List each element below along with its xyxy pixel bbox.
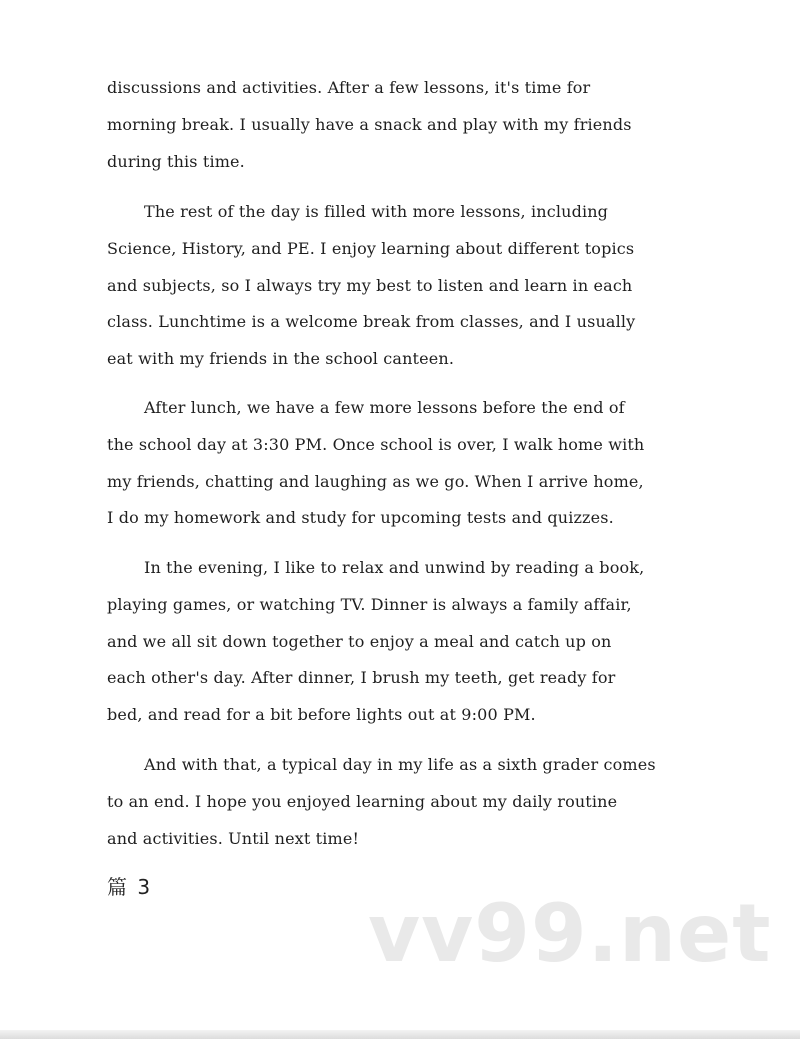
- text-line: playing games, or watching TV. Dinner is always a family affair,: [107, 594, 632, 614]
- paragraph-2: [107, 194, 747, 378]
- text-line: The rest of the day is filled with more lessons, including: [144, 202, 609, 221]
- text-line: to an end. I hope you enjoyed learning about my daily routine: [107, 791, 618, 811]
- watermark: vv99.net: [368, 887, 772, 980]
- text-line: and we all sit down together to enjoy a meal and catch up on: [107, 631, 612, 651]
- text-line: and subjects, so I always try my best to listen and learn in each: [107, 275, 633, 295]
- text-line: class. Lunchtime is a welcome break from classes, and I usually: [107, 312, 636, 332]
- text-line: during this time.: [107, 151, 245, 171]
- page-bottom-edge: [0, 1030, 800, 1039]
- text-line: I do my homework and study for upcoming tests and quizzes.: [107, 508, 614, 528]
- text-line: morning break. I usually have a snack and play with my friends: [107, 114, 632, 134]
- paragraph-5: [107, 747, 747, 857]
- text-line: and activities. Until next time!: [107, 828, 360, 848]
- text-line: discussions and activities. After a few lessons, it's time for: [107, 78, 591, 97]
- text-line: After lunch, we have a few more lessons before the end of: [144, 398, 625, 417]
- text-line: my friends, chatting and laughing as we go. When I arrive home,: [107, 471, 644, 491]
- text-line: the school day at 3:30 PM. Once school is over, I walk home with: [107, 434, 645, 454]
- text-line: In the evening, I like to relax and unwind by reading a book,: [144, 558, 645, 577]
- paragraph-1: [107, 70, 747, 180]
- paragraph-3: [107, 390, 747, 537]
- text-line: bed, and read for a bit before lights out at 9:00 PM.: [107, 705, 536, 725]
- text-line: Science, History, and PE. I enjoy learning about different topics: [107, 238, 635, 258]
- text-line: eat with my friends in the school canteen.: [107, 349, 455, 369]
- section-heading: 篇 3: [107, 875, 153, 899]
- paragraph-4: [107, 550, 747, 734]
- text-line: And with that, a typical day in my life as a sixth grader comes: [144, 755, 656, 774]
- text-line: each other's day. After dinner, I brush my teeth, get ready for: [107, 668, 616, 688]
